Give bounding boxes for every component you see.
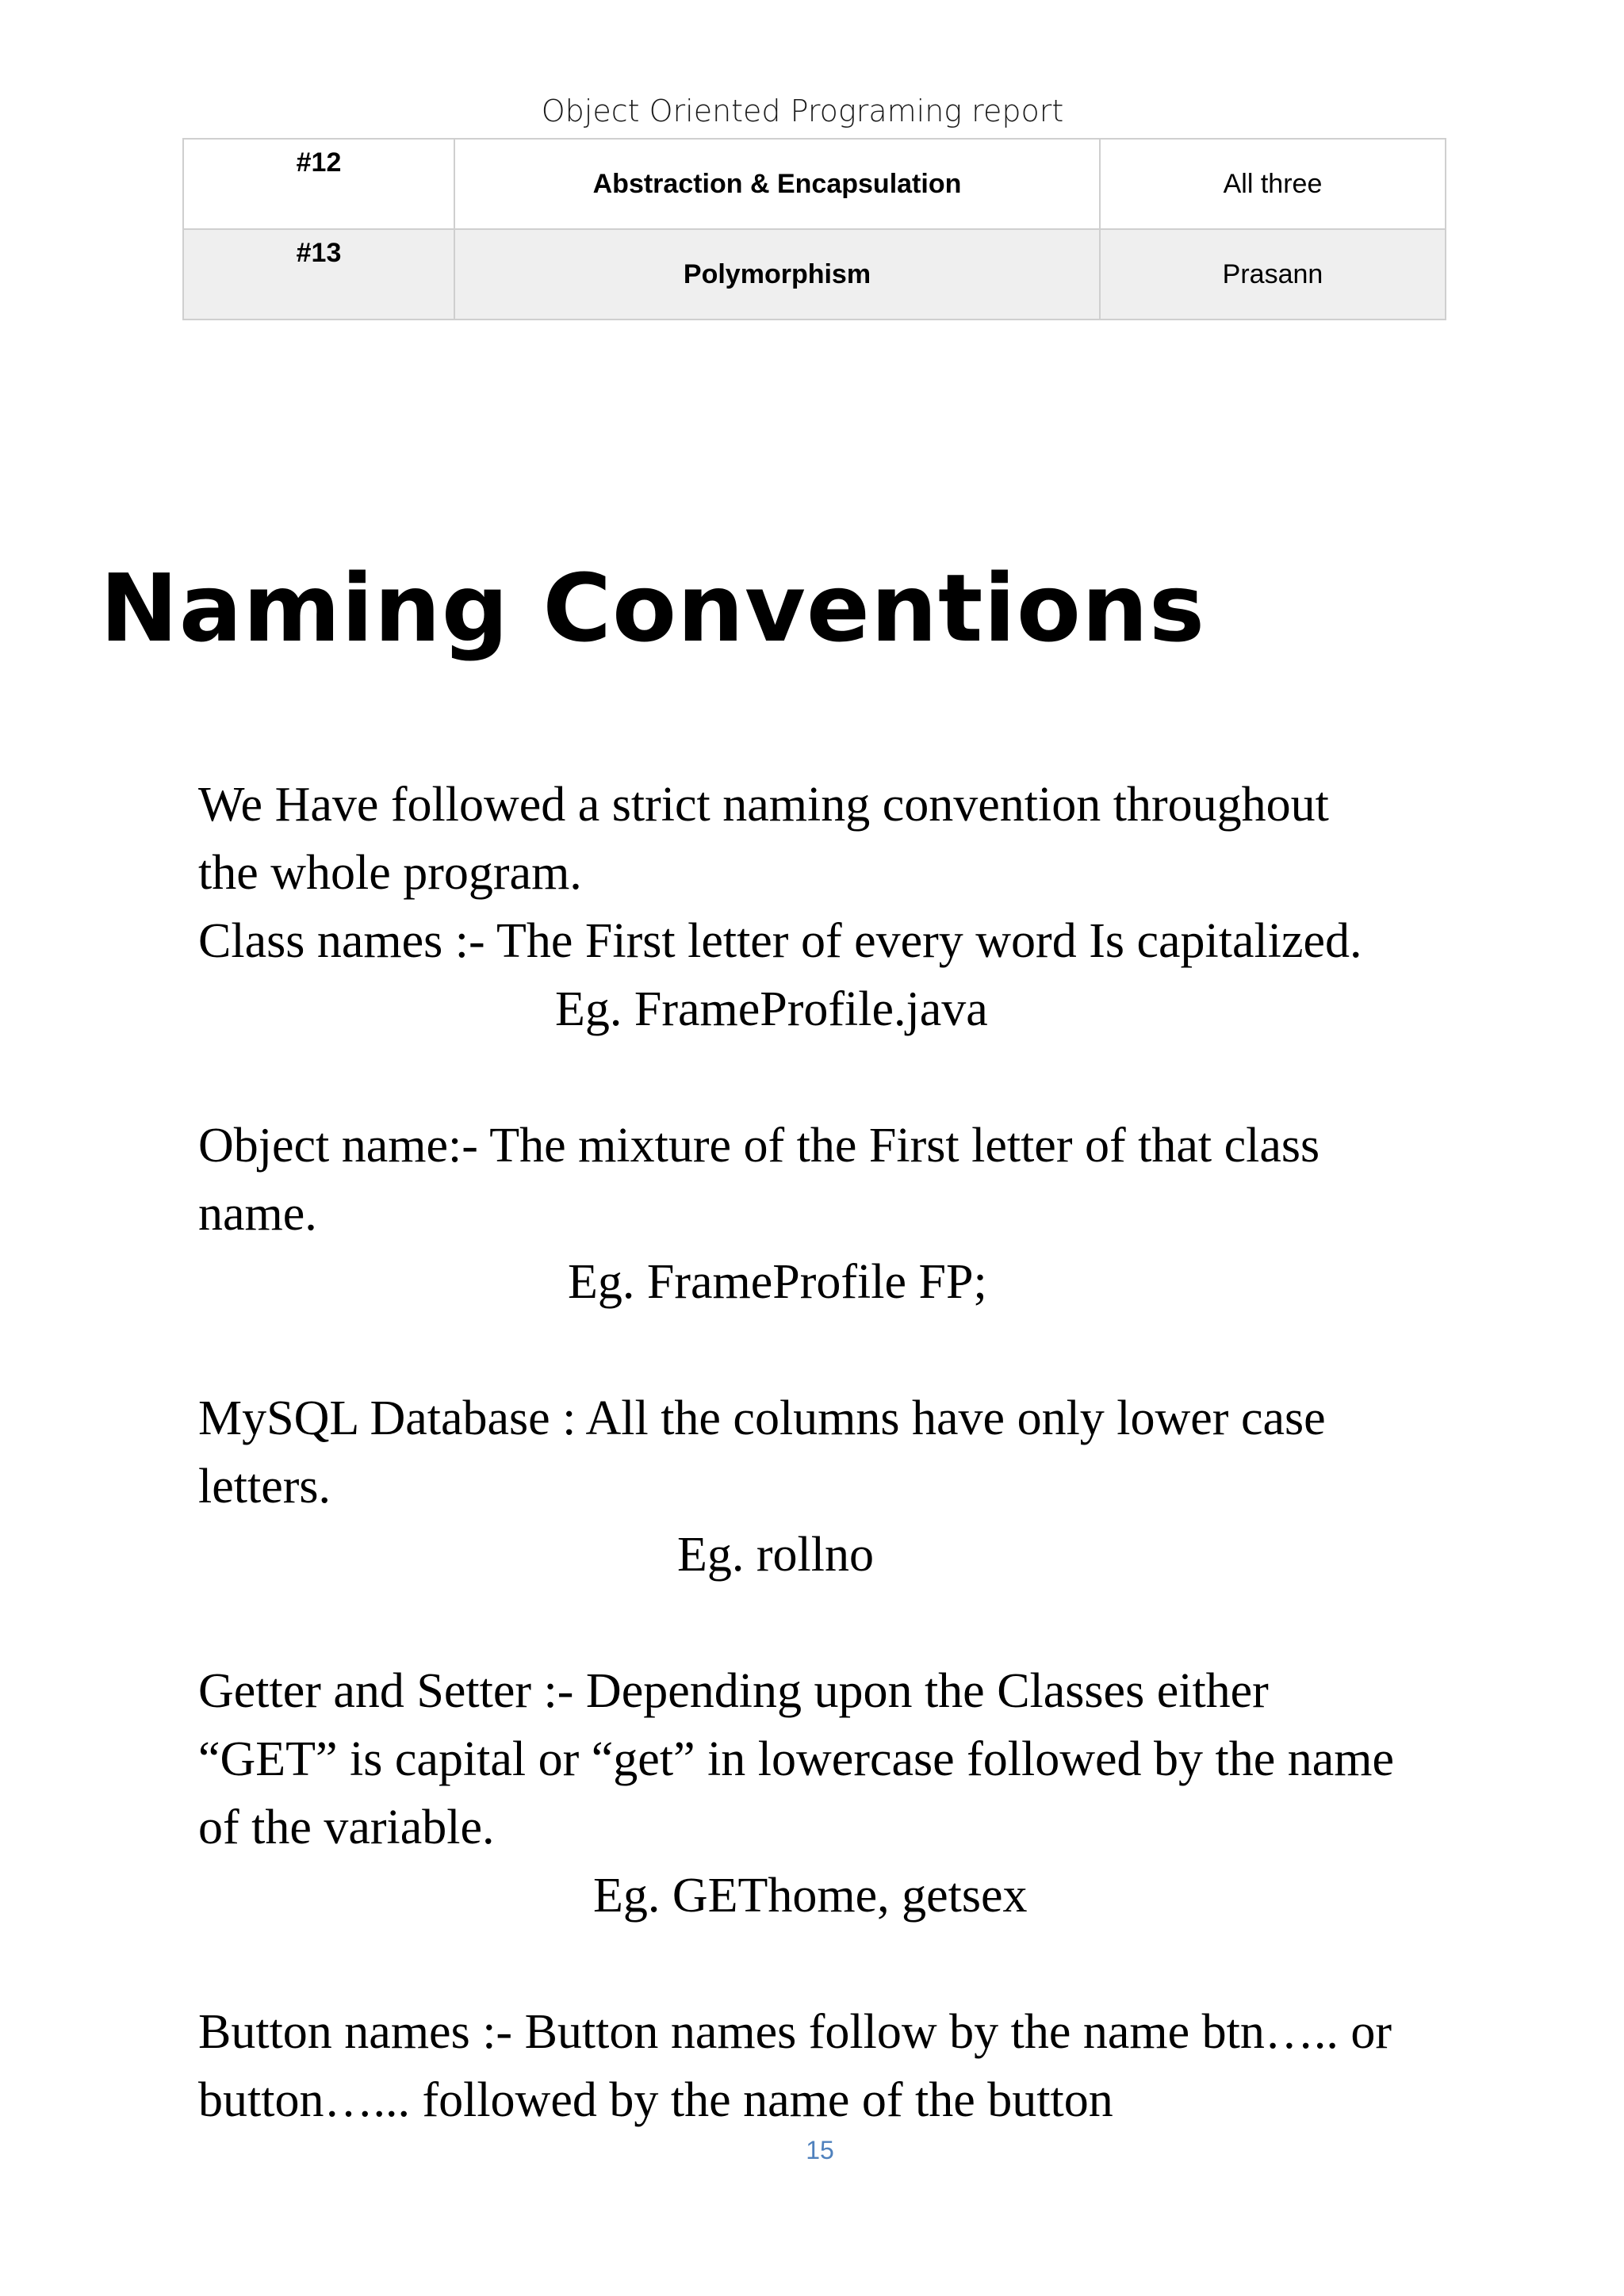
task-assignee: Prasann [1100, 229, 1446, 320]
button-names-rule: Button names :- Button names follow by the name btn….. or [198, 2005, 1392, 2059]
mysql-rule: letters. [198, 1460, 331, 1513]
section-heading: Naming Conventions [100, 553, 1206, 663]
table-row [183, 229, 1446, 320]
task-topic: Abstraction & Encapsulation [454, 139, 1100, 229]
class-names-rule: Class names :- The First letter of every word Is capitalized. [198, 914, 1362, 968]
task-topic: Polymorphism [454, 229, 1100, 320]
task-table [182, 138, 1446, 320]
object-name-rule: name. [198, 1187, 317, 1241]
table-row [183, 139, 1446, 229]
object-name-example: Eg. FrameProfile FP; [568, 1255, 987, 1309]
task-number: #13 [296, 238, 342, 268]
mysql-example: Eg. rollno [677, 1528, 874, 1582]
getter-setter-rule: of the variable. [198, 1800, 495, 1854]
button-names-rule: button…... followed by the name of the button [198, 2073, 1113, 2127]
getter-setter-example: Eg. GEThome, getsex [593, 1869, 1028, 1923]
intro-line: the whole program. [198, 846, 582, 900]
page-number: 15 [806, 2136, 834, 2164]
task-assignee: All three [1100, 139, 1446, 229]
mysql-rule: MySQL Database : All the columns have only lower case [198, 1391, 1326, 1445]
task-number: #12 [296, 147, 342, 178]
page-header-title: Object Oriented Programing report [541, 94, 1064, 128]
getter-setter-rule: “GET” is capital or “get” in lowercase followed by the name [198, 1732, 1395, 1786]
task-number-cell [183, 139, 454, 229]
object-name-rule: Object name:- The mixture of the First letter of that class [198, 1119, 1320, 1173]
task-number-cell [183, 229, 454, 320]
class-names-example: Eg. FrameProfile.java [555, 982, 988, 1036]
intro-line: We Have followed a strict naming convention throughout [198, 778, 1329, 832]
getter-setter-rule: Getter and Setter :- Depending upon the Classes either [198, 1664, 1269, 1718]
section-body [198, 771, 1562, 2134]
